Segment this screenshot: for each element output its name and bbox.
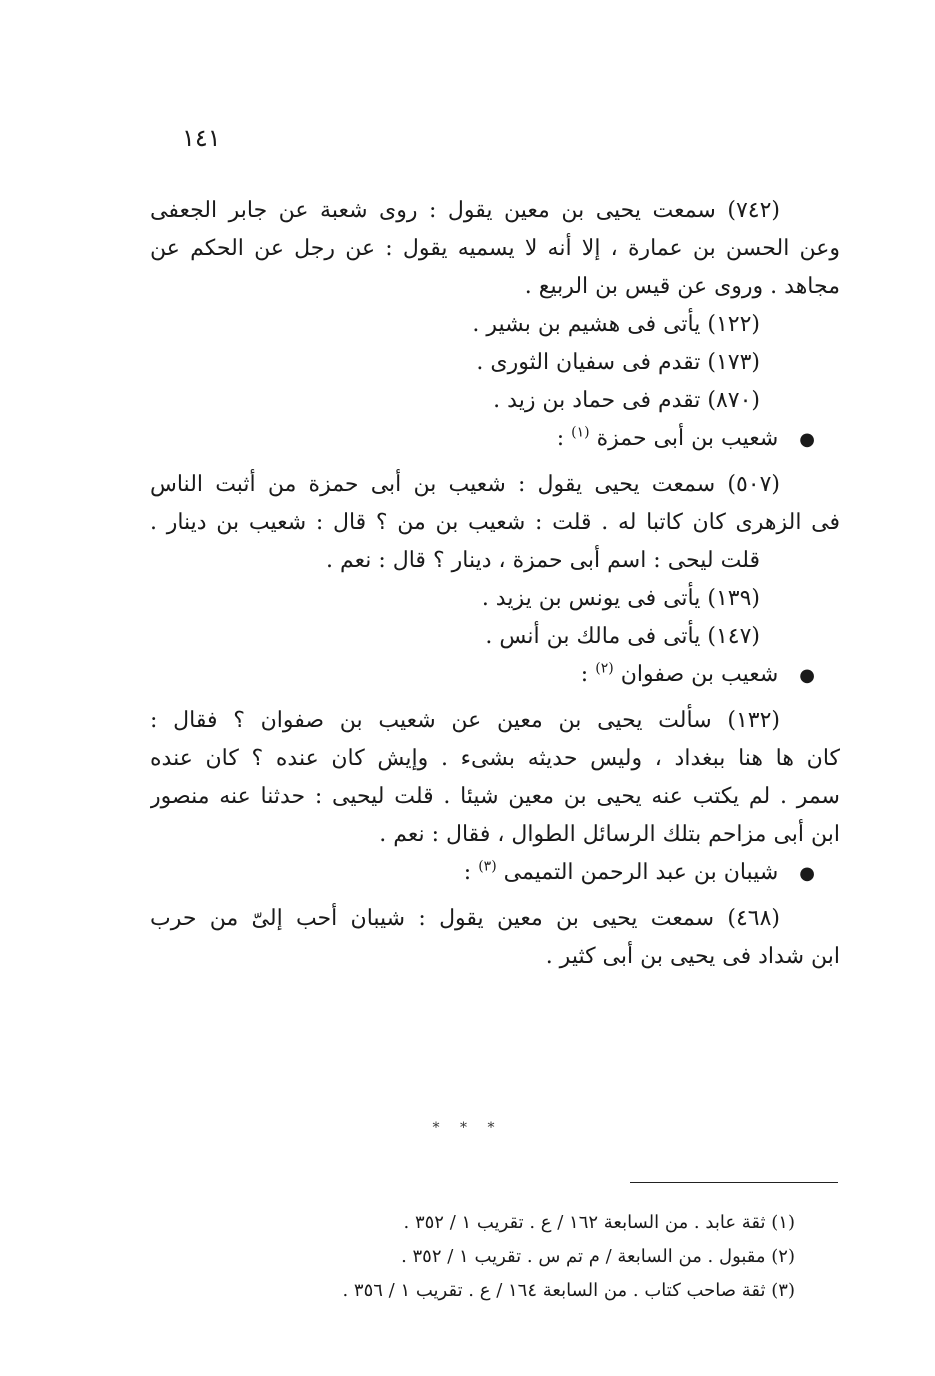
bullet-icon: ● xyxy=(799,429,815,450)
paragraph-line: (٥٠٧) سمعت يحيى يقول : شعيب بن أبى حمزة من أثبت الناس xyxy=(150,472,780,497)
paragraph-line: وعن الحسن بن عمارة ، إلا أنه لا يسميه يقول : عن رجل عن الحكم عن xyxy=(150,236,840,261)
narrator-name: شعيب بن صفوان xyxy=(620,662,779,687)
paragraph-line: مجاهد . وروى عن قيس بن الربيع . xyxy=(524,274,840,299)
footnotes xyxy=(342,1206,795,1308)
footnote-marker: (٣) xyxy=(478,858,497,875)
heading-colon: : xyxy=(463,860,472,885)
footnote-item: (١) ثقة عابد . من السابعة ١٦٢ / ع . تقريب ١ / ٣٥٢ . xyxy=(403,1212,795,1233)
paragraph-line: (١٣٢) سألت يحيى بن معين عن شعيب بن صفوان ؟ فقال : xyxy=(150,708,780,733)
footnote-marker: (١) xyxy=(571,424,590,441)
cross-reference: (١٧٣) تقدم فى سفيان الثورى . xyxy=(476,350,760,375)
paragraph-line: قلت ليحى : اسم أبى حمزة ، دينار ؟ قال : نعم . xyxy=(325,548,760,573)
narrator-heading xyxy=(150,854,840,892)
narrator-name: شيبان بن عبد الرحمن التميمى xyxy=(503,860,779,885)
paragraph-line: سمر . لم يكتب عنه يحيى بن معين شيئا . قلت ليحيى : حدثنا عنه منصور xyxy=(150,784,840,809)
paragraph-line: ابن شداد فى يحيى بن أبى كثير . xyxy=(545,944,840,969)
paragraph-line: ابن أبى مزاحم بتلك الرسائل الطوال ، فقال : نعم . xyxy=(379,822,840,847)
narrator-heading xyxy=(150,656,840,694)
paragraph-line: (٧٤٢) سمعت يحيى بن معين يقول : روى شعبة عن جابر الجعفى xyxy=(150,198,780,223)
cross-reference: (١٤٧) يأتى فى مالك بن أنس . xyxy=(485,624,760,649)
narrator-heading xyxy=(150,420,840,458)
heading-colon: : xyxy=(580,662,589,687)
section-ornament: * * * xyxy=(432,1120,503,1136)
main-text xyxy=(150,192,840,976)
heading-colon: : xyxy=(556,426,565,451)
bullet-icon: ● xyxy=(799,863,815,884)
paragraph-line: (٤٦٨) سمعت يحيى بن معين يقول : شيبان أحب إلىّ من حرب xyxy=(150,906,780,931)
paragraph-line: كان ها هنا ببغداد ، وليس حديثه بشىء . وإيش كان عنده ؟ كان عنده xyxy=(150,746,840,771)
footnote-item: (٢) مقبول . من السابعة / م تم س . تقريب ١ / ٣٥٢ . xyxy=(401,1246,795,1267)
bullet-icon: ● xyxy=(799,665,815,686)
cross-reference: (١٣٩) يأتى فى يونس بن يزيد . xyxy=(481,586,760,611)
footnote-item: (٣) ثقة صاحب كتاب . من السابعة ١٦٤ / ع . تقريب ١ / ٣٥٦ . xyxy=(342,1280,795,1301)
cross-reference: (١٢٢) يأتى فى هشيم بن بشير . xyxy=(472,312,760,337)
narrator-name: شعيب بن أبى حمزة xyxy=(596,426,779,451)
footnote-marker: (٢) xyxy=(595,660,614,677)
paragraph-line: فى الزهرى كان كاتبا له . قلت : شعيب بن من ؟ قال : شعيب بن دينار . xyxy=(150,510,840,535)
page-number: ١٤١ xyxy=(182,124,221,152)
cross-reference: (٨٧٠) تقدم فى حماد بن زيد . xyxy=(493,388,760,413)
footnote-divider xyxy=(630,1182,838,1183)
